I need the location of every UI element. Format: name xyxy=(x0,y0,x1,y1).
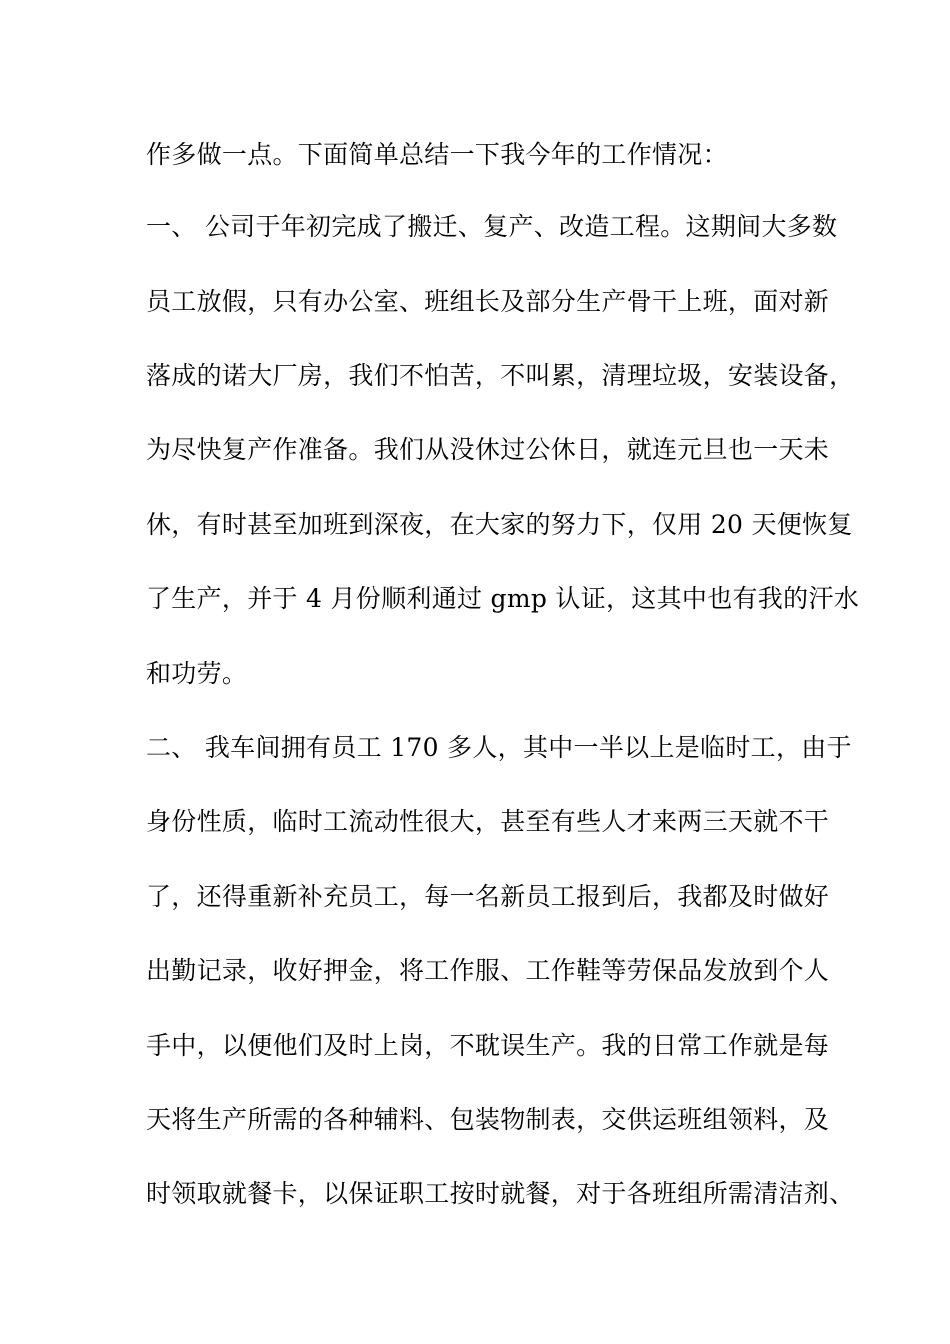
text-line: 时领取就餐卡，以保证职工按时就餐，对于各班组所需清洁剂、 xyxy=(146,1179,855,1208)
text-line: 为尽快复产作准备。我们从没休过公休日，就连元旦也一天未 xyxy=(146,435,830,464)
text-line: 了生产，并于 4 月份顺利通过 gmp 认证，这其中也有我的汗水 xyxy=(146,584,860,613)
text-line: 二、 我车间拥有员工 170 多人，其中一半以上是临时工，由于 xyxy=(146,733,852,762)
text-line: 身份性质，临时工流动性很大，甚至有些人才来两三天就不干 xyxy=(146,807,830,836)
text-line: 和功劳。 xyxy=(146,659,248,688)
text-line: 作多做一点。下面简单总结一下我今年的工作情况： xyxy=(146,140,728,169)
text-line: 了，还得重新补充员工，每一名新员工报到后，我都及时做好 xyxy=(146,882,830,911)
text-line: 员工放假，只有办公室、班组长及部分生产骨干上班，面对新 xyxy=(146,287,830,316)
text-line: 手中，以便他们及时上岗，不耽误生产。我的日常工作就是每 xyxy=(146,1031,830,1060)
text-line: 休，有时甚至加班到深夜，在大家的努力下，仅用 20 天便恢复 xyxy=(146,510,853,539)
text-line: 天将生产所需的各种辅料、包装物制表，交供运班组领料，及 xyxy=(146,1105,830,1134)
text-line: 一、 公司于年初完成了搬迁、复产、改造工程。这期间大多数 xyxy=(146,212,838,241)
text-line: 出勤记录，收好押金，将工作服、工作鞋等劳保品发放到个人 xyxy=(146,956,830,985)
text-line: 落成的诺大厂房，我们不怕苦，不叫累，清理垃圾，安装设备， xyxy=(146,361,855,390)
